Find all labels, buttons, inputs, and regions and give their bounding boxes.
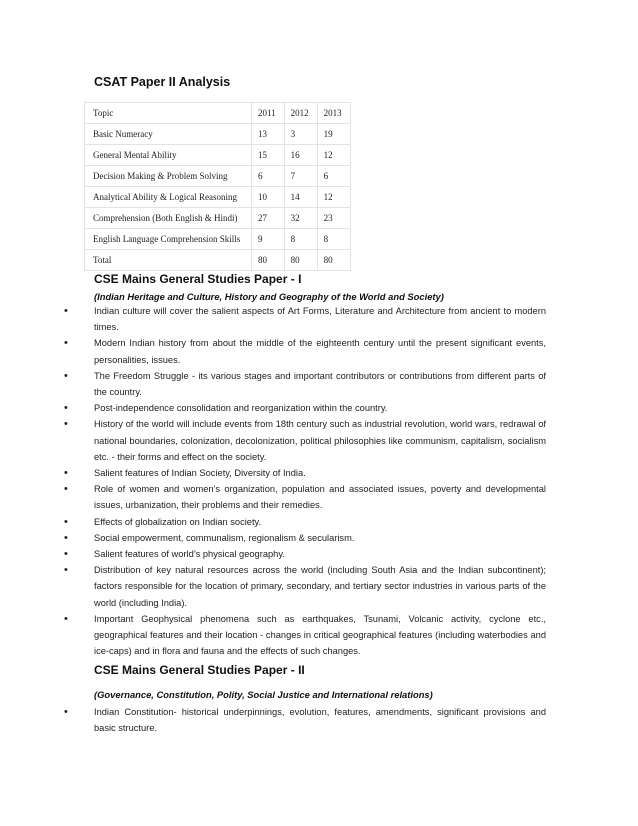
list-item <box>0 416 546 465</box>
bullet-icon: • <box>64 706 68 718</box>
csat-table <box>84 102 351 271</box>
list-item <box>0 514 546 530</box>
table-cell-value: 8 <box>317 229 350 250</box>
list-item-text: Salient features of Indian Society, Diversity of India. <box>94 468 306 479</box>
table-cell-topic: Analytical Ability & Logical Reasoning <box>85 187 252 208</box>
table-row <box>85 229 351 250</box>
list-item-text: History of the world will include events from 18th century such as industrial revolution, world wars, redrawal of national boundaries, colonization, decolonization, political philosophies like communism, capitalism, socialism etc. - their forms and effect on the society. <box>94 419 546 462</box>
table-cell-topic: English Language Comprehension Skills <box>85 229 252 250</box>
table-header-row <box>85 103 351 124</box>
table-cell-topic: General Mental Ability <box>85 145 252 166</box>
table-cell-value: 23 <box>317 208 350 229</box>
bullet-icon: • <box>64 531 68 544</box>
list-item-text: Salient features of world’s physical geography. <box>94 549 285 560</box>
table-cell-value: 80 <box>252 250 285 271</box>
table-cell-value: 3 <box>284 124 317 145</box>
gs2-subtitle: (Governance, Constitution, Polity, Social Justice and International relations) <box>94 689 433 700</box>
bullet-icon: • <box>64 305 68 317</box>
bullet-icon: • <box>64 337 68 350</box>
table-cell-topic: Total <box>85 250 252 271</box>
table-cell-value: 7 <box>284 166 317 187</box>
gs2-topic-list <box>0 704 546 736</box>
bullet-icon: • <box>64 564 68 577</box>
bullet-icon: • <box>64 612 68 625</box>
bullet-icon: • <box>64 467 68 480</box>
table-cell-value: 6 <box>252 166 285 187</box>
table-cell-value: 8 <box>284 229 317 250</box>
table-cell-topic: Basic Numeracy <box>85 124 252 145</box>
list-item <box>0 335 546 367</box>
table-cell-value: 9 <box>252 229 285 250</box>
list-item <box>0 368 546 400</box>
table-cell-value: 12 <box>317 145 350 166</box>
list-item-text: Modern Indian history from about the middle of the eighteenth century until the present significant events, personalities, issues. <box>94 338 546 365</box>
table-cell-value: 27 <box>252 208 285 229</box>
table-row <box>85 124 351 145</box>
table-row <box>85 250 351 271</box>
list-item-text: Role of women and women’s organization, population and associated issues, poverty and developmental issues, urbanization, their problems and their remedies. <box>94 484 546 511</box>
table-row <box>85 145 351 166</box>
table-row <box>85 187 351 208</box>
bullet-icon: • <box>64 548 68 561</box>
gs2-title: CSE Mains General Studies Paper - II <box>94 663 305 677</box>
table-cell-topic: Topic <box>85 103 252 124</box>
list-item <box>0 481 546 513</box>
gs1-subtitle: (Indian Heritage and Culture, History and Geography of the World and Society) <box>94 291 444 302</box>
gs1-title: CSE Mains General Studies Paper - I <box>94 272 302 286</box>
table-cell-value: 2013 <box>317 103 350 124</box>
table-cell-value: 15 <box>252 145 285 166</box>
list-item-text: Social empowerment, communalism, regionalism & secularism. <box>94 532 355 543</box>
list-item-text: Distribution of key natural resources across the world (including South Asia and the Indian subcontinent); factors responsible for the location of primary, secondary, and tertiary sector industries in various parts of the world (including India). <box>94 565 546 608</box>
table-cell-topic: Decision Making & Problem Solving <box>85 166 252 187</box>
bullet-icon: • <box>64 402 68 415</box>
table-cell-value: 6 <box>317 166 350 187</box>
list-item <box>0 704 546 736</box>
list-item <box>0 303 546 335</box>
list-item <box>0 562 546 611</box>
bullet-icon: • <box>64 418 68 431</box>
list-item-text: Indian culture will cover the salient aspects of Art Forms, Literature and Architecture from ancient to modern times. <box>94 306 546 333</box>
list-item-text: Indian Constitution- historical underpinnings, evolution, features, amendments, significant provisions and basic structure. <box>94 707 546 734</box>
csat-title: CSAT Paper II Analysis <box>94 75 231 89</box>
list-item <box>0 400 546 416</box>
gs1-topic-list <box>0 303 546 659</box>
list-item-text: Post-independence consolidation and reorganization within the country. <box>94 403 388 414</box>
table-cell-value: 14 <box>284 187 317 208</box>
bullet-icon: • <box>64 515 68 528</box>
table-row <box>85 166 351 187</box>
table-row <box>85 208 351 229</box>
table-cell-value: 2012 <box>284 103 317 124</box>
table-cell-value: 12 <box>317 187 350 208</box>
table-cell-value: 32 <box>284 208 317 229</box>
table-cell-topic: Comprehension (Both English & Hindi) <box>85 208 252 229</box>
table-cell-value: 10 <box>252 187 285 208</box>
list-item <box>0 530 546 546</box>
list-item-text: Effects of globalization on Indian society. <box>94 516 262 527</box>
bullet-icon: • <box>64 483 68 496</box>
list-item <box>0 546 546 562</box>
table-cell-value: 2011 <box>252 103 285 124</box>
table-cell-value: 19 <box>317 124 350 145</box>
table-cell-value: 80 <box>284 250 317 271</box>
list-item-text: Important Geophysical phenomena such as earthquakes, Tsunami, Volcanic activity, cyclone etc., geographical features and their location - changes in critical geographical features (including waterbodies and ice-caps) and in flora and fauna and the effects of such changes. <box>94 613 546 657</box>
list-item <box>0 611 546 660</box>
bullet-icon: • <box>64 369 68 382</box>
table-cell-value: 80 <box>317 250 350 271</box>
list-item <box>0 465 546 481</box>
table-cell-value: 13 <box>252 124 285 145</box>
list-item-text: The Freedom Struggle - its various stages and important contributors or contributions from different parts of the country. <box>94 370 546 398</box>
table-cell-value: 16 <box>284 145 317 166</box>
